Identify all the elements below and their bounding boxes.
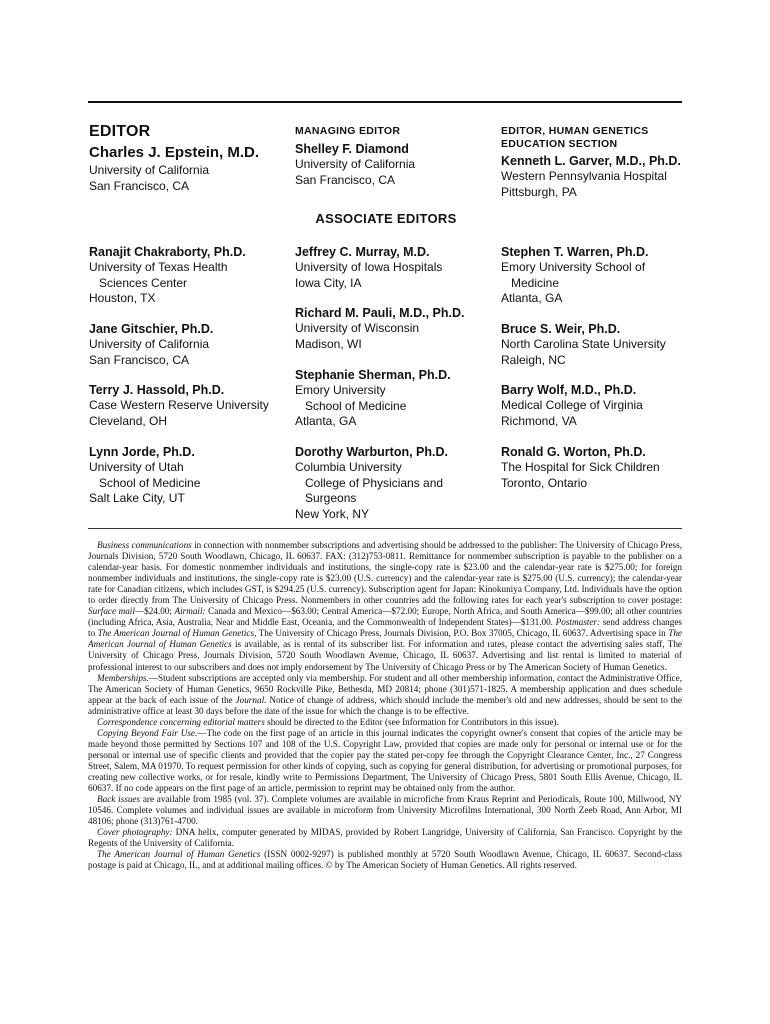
associate-editor-affiliation-line: Emory University School of bbox=[501, 260, 646, 274]
associate-editor-entry bbox=[501, 321, 706, 368]
associate-editor-name: Bruce S. Weir, Ph.D. bbox=[501, 322, 621, 336]
associate-editor-name: Lynn Jorde, Ph.D. bbox=[89, 445, 195, 459]
associate-editor-affiliation-line: University of Utah bbox=[89, 460, 184, 474]
editor-block bbox=[89, 123, 289, 194]
education-editor-affiliation-line: Pittsburgh, PA bbox=[501, 184, 577, 199]
associate-editor-affiliation-line: The Hospital for Sick Children bbox=[501, 460, 660, 474]
correspondence-paragraph bbox=[88, 717, 682, 728]
editor-affiliation-line: University of California bbox=[89, 163, 210, 177]
managing-editor-affiliation-line: San Francisco, CA bbox=[295, 172, 396, 187]
associate-editor-name: Terry J. Hassold, Ph.D. bbox=[89, 383, 225, 397]
associate-editor-affiliation-line: School of Medicine bbox=[99, 475, 201, 490]
managing-editor-name: Shelley F. Diamond bbox=[295, 142, 409, 156]
journal-title: Journal. bbox=[235, 694, 267, 705]
postmaster-label: Postmaster: bbox=[555, 617, 601, 628]
associate-editor-entry bbox=[89, 244, 294, 307]
associate-editor-affiliation-line: Medicine bbox=[511, 275, 560, 290]
associate-editor-name: Jane Gitschier, Ph.D. bbox=[89, 322, 214, 336]
editor-name: Charles J. Epstein, M.D. bbox=[89, 144, 260, 161]
business-text: —$24.00; bbox=[134, 606, 175, 617]
associate-editor-affiliation-line: Toronto, Ontario bbox=[501, 475, 588, 490]
back-issues-label: Back issues bbox=[97, 794, 141, 805]
associate-editor-name: Jeffrey C. Murray, M.D. bbox=[295, 245, 430, 259]
education-editor-block bbox=[501, 125, 701, 200]
copying-paragraph bbox=[88, 728, 682, 794]
associate-editor-entry bbox=[295, 244, 500, 291]
editor-affiliation-line: San Francisco, CA bbox=[89, 178, 190, 193]
associate-editor-affiliation-line: University of Texas Health bbox=[89, 260, 228, 274]
memberships-label: Memberships. bbox=[97, 672, 149, 683]
associate-editor-affiliation-line: Sciences Center bbox=[99, 275, 188, 290]
cover-paragraph bbox=[88, 827, 682, 849]
business-paragraph bbox=[88, 540, 682, 673]
memberships-text: —Student subscriptions are accepted only via membership. For student and all other membership information, contact the Administrative Office, The American Society of Human Genetics, 9650 Rockville Pike, Bethesda, MD 20814; phone (301)571-1825. A membership application and dues schedule appear at the back of each issue of the bbox=[88, 672, 682, 705]
associate-editor-entry bbox=[295, 305, 495, 352]
cover-text: DNA helix, computer generated by MIDAS, provided by Robert Langridge, University of California, San Francisco. Copyright by the Regents of the University of California. bbox=[88, 827, 683, 849]
associate-editor-name: Stephen T. Warren, Ph.D. bbox=[501, 245, 649, 259]
education-editor-name: Kenneth L. Garver, M.D., Ph.D. bbox=[501, 154, 681, 168]
associate-editor-affiliation-line: San Francisco, CA bbox=[89, 352, 190, 367]
surface-mail-label: Surface mail bbox=[88, 606, 135, 617]
education-editor-role: EDITOR, HUMAN GENETICS bbox=[501, 125, 649, 137]
business-text: send address changes to bbox=[88, 617, 682, 639]
top-rule bbox=[88, 101, 682, 103]
associate-editor-affiliation-line: Madison, WI bbox=[295, 336, 362, 351]
associate-editor-name: Ranajit Chakraborty, Ph.D. bbox=[89, 245, 246, 259]
education-editor-affiliation-line: Western Pennsylvania Hospital bbox=[501, 169, 667, 183]
associate-editor-entry bbox=[89, 382, 294, 429]
business-text: The University of Chicago Press, Journals Division, P.O. Box 37005, Chicago, IL 60637. Advertising space in bbox=[256, 628, 669, 639]
associate-editor-affiliation-line: Iowa City, IA bbox=[295, 275, 362, 290]
airmail-label: Airmail: bbox=[174, 606, 206, 617]
associate-editor-name: Ronald G. Worton, Ph.D. bbox=[501, 445, 646, 459]
associate-editor-affiliation-line: Surgeons bbox=[305, 491, 357, 505]
associate-editor-affiliation-line: Case Western Reserve University bbox=[89, 398, 269, 412]
copying-text: —The code on the first page of an article in this journal indicates the copyright owner's consent that copies of the article may be made beyond those permitted by Sections 107 and 108 of the U.S. Copyright Law, provided that copies are made only for personal or internal use or for the personal or internal use of specific clients and provided that the copier pay the stated per-copy fee through the Copyright Clearance Center, Inc., 27 Congress Street, Salem, MA 01970. To request permission for other kinds of copying, such as copying for general distribution, for advertising or promotional purposes, for creating new collective works, or for resale, kindly write to Permissions Department, The University of Chicago Press, 5801 South Ellis Avenue, Chicago, IL 60637. If no code appears on the first page of an article, permission to reprint may be obtained only from the author. bbox=[88, 727, 683, 794]
memberships-text: Notice of change of address, which should include the member's old and new addresses, should be sent to the administrative office at least 30 days before the date of the issue for which the change is to be effective. bbox=[88, 694, 682, 716]
publication-text: (ISSN 0002-9297) is published monthly at 5720 South Woodlawn Avenue, Chicago, IL 60637. Second-class postage is paid at Chicago, IL, and at additional mailing offices. © by The American Society of Human Genetics. All rights reserved. bbox=[88, 849, 682, 871]
business-text: in connection with nonmember subscriptions and advertising should be addressed to the publisher: The University of Chicago Press, Journals Division, 5720 South Woodlawn, Chicago, IL 60637. FAX: (312)753-0811. Remittance for nonmember subscription is payable to the publisher on a calendar-year basis. For domestic nonmember individuals and institutions, the single-copy rate is $23.00 and the calendar-year rate is $275.00; for foreign nonmember individuals and institutions, the single-copy rate is $23.00 (U.S. currency) and the calendar-year rate is $275.00 (U.S. currency); the calendar-year rate for Canadian citizens, which includes GST, is $294.25 (U.S. currency). Subscription agent for Japan: Kinokuniya Company, Ltd. Individuals have the option to order directly from The University of Chicago Press. Nonmembers in other countries add the following rates for each year's subscription to cover postage: bbox=[88, 540, 682, 606]
journal-title: The American Journal of Human Genetics bbox=[97, 849, 261, 860]
associate-editor-affiliation-line: Atlanta, GA bbox=[295, 414, 357, 428]
associate-editor-affiliation-line: College of Physicians and bbox=[305, 475, 444, 490]
associate-editor-affiliation-line: Cleveland, OH bbox=[89, 413, 168, 428]
section-divider bbox=[88, 528, 682, 529]
associate-editor-affiliation-line: University of Wisconsin bbox=[295, 321, 420, 335]
associate-editor-name: Barry Wolf, M.D., Ph.D. bbox=[501, 383, 637, 397]
associate-editor-affiliation-line: New York, NY bbox=[295, 506, 370, 521]
associate-editor-entry bbox=[501, 444, 706, 491]
business-label: Business communications bbox=[97, 540, 192, 550]
associate-editor-affiliation-line: North Carolina State University bbox=[501, 337, 666, 351]
managing-editor-block bbox=[295, 125, 495, 188]
associate-editor-entry bbox=[501, 244, 706, 307]
associate-editor-affiliation-line: School of Medicine bbox=[305, 398, 407, 413]
business-text: Canada and Mexico—$63.00; Central America—$72.00; Europe, North Africa, and South America—$99.00; all other countries (including Africa, Asia, Australia, Near and Middle East, Oceania, and the Commonwealth of Independent States)—$131.00. bbox=[88, 606, 682, 628]
associate-editor-entry bbox=[89, 444, 294, 507]
associate-editor-name: Richard M. Pauli, M.D., Ph.D. bbox=[295, 306, 465, 320]
associate-editor-affiliation-line: Houston, TX bbox=[89, 291, 156, 305]
associate-editor-entry bbox=[501, 382, 706, 429]
publication-paragraph bbox=[88, 849, 682, 871]
copying-label: Copying Beyond Fair Use. bbox=[97, 727, 198, 738]
correspondence-label: Correspondence concerning editorial matters bbox=[97, 716, 265, 727]
business-text: is available, as is rental of its subscriber list. For information and rates, please contact the advertising sales staff, The University of Chicago Press, Journals Division, 5720 South Woodlawn Avenue, Chicago, IL 60637. Advertising and list rental is limited to material of professional interest to our subscribers and does not imply endorsement by The University of Chicago Press or by The American Society of Human Genetics. bbox=[88, 639, 683, 672]
associate-editor-affiliation-line: Raleigh, NC bbox=[501, 352, 566, 367]
associate-editor-affiliation-line: Salt Lake City, UT bbox=[89, 491, 185, 505]
cover-label: Cover photography: bbox=[97, 827, 173, 838]
associate-editor-affiliation-line: Atlanta, GA bbox=[501, 291, 563, 305]
associate-editor-affiliation-line: Medical College of Virginia bbox=[501, 398, 643, 412]
education-editor-role: EDUCATION SECTION bbox=[501, 138, 618, 150]
memberships-paragraph bbox=[88, 673, 682, 717]
managing-editor-affiliation-line: University of California bbox=[295, 157, 416, 171]
journal-title: The American Journal of Human Genetics, bbox=[97, 628, 257, 639]
associate-editor-entry bbox=[89, 321, 294, 368]
associate-editors-heading bbox=[0, 211, 770, 226]
associate-editors-title: ASSOCIATE EDITORS bbox=[315, 211, 457, 226]
journal-title: The American Journal of Human Genetics bbox=[88, 628, 682, 650]
managing-editor-role: MANAGING EDITOR bbox=[295, 125, 401, 137]
publication-notes bbox=[88, 540, 682, 871]
associate-editor-name: Dorothy Warburton, Ph.D. bbox=[295, 445, 448, 459]
correspondence-text: should be directed to the Editor (see Information for Contributors in this issue). bbox=[264, 716, 559, 727]
associate-editor-affiliation-line: Emory University bbox=[295, 383, 386, 397]
associate-editor-entry bbox=[295, 367, 500, 430]
associate-editor-name: Stephanie Sherman, Ph.D. bbox=[295, 368, 451, 382]
back-issues-paragraph bbox=[88, 794, 682, 827]
associate-editor-entry bbox=[295, 444, 500, 522]
associate-editor-affiliation-line: University of California bbox=[89, 337, 210, 351]
editor-role: EDITOR bbox=[89, 123, 151, 140]
associate-editor-affiliation-line: University of Iowa Hospitals bbox=[295, 260, 443, 274]
back-issues-text: are available from 1985 (vol. 37). Complete volumes are available in microfiche from Kraus Reprint and Periodicals, Route 100, Millwood, NY 10546. Complete volumes and individual issues are available in microform from University Microfilms International, 300 North Zeeb Road, Ann Arbor, MI 48106; phone (313)761-4700. bbox=[88, 794, 682, 827]
associate-editor-affiliation-line: Columbia University bbox=[295, 460, 402, 474]
associate-editor-affiliation-line: Richmond, VA bbox=[501, 413, 577, 428]
